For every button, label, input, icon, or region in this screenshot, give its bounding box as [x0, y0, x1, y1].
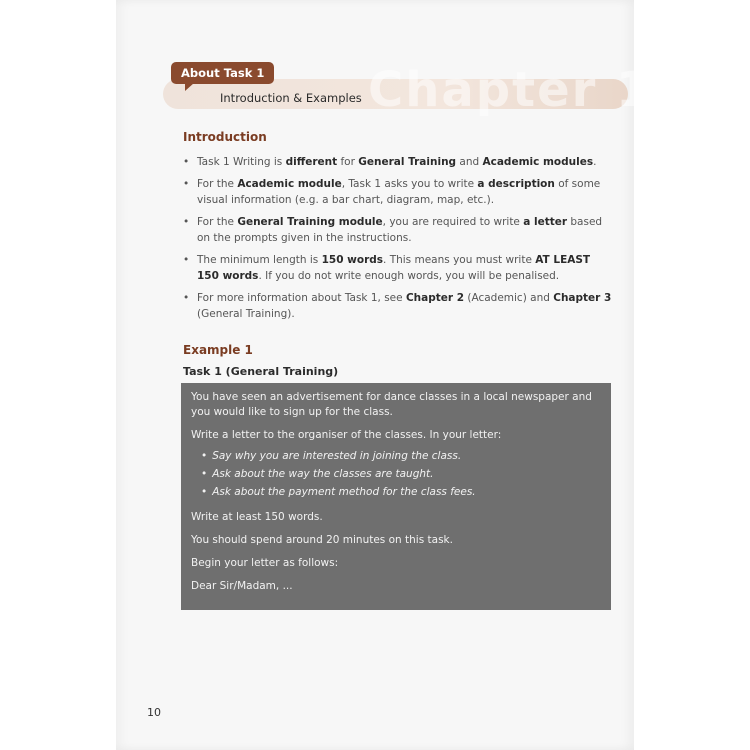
task-time: You should spend around 20 minutes on this task. [191, 534, 453, 546]
task-point: • Say why you are interested in joining the class. [201, 450, 462, 462]
tag-tail [185, 83, 194, 91]
task-instruction: Write a letter to the organiser of the classes. In your letter: [191, 429, 502, 441]
page-number: 10 [147, 706, 161, 719]
task-points [201, 449, 601, 500]
task-begin: Begin your letter as follows: [191, 557, 339, 569]
task-salutation: Dear Sir/Madam, ... [191, 580, 293, 592]
text: (General Training). [197, 308, 295, 320]
task-point-text: Ask about the way the classes are taught. [212, 468, 434, 480]
task-point-text: Say why you are interested in joining the class. [212, 450, 462, 462]
emphasis: different [285, 156, 338, 168]
text: . This means you must write [383, 254, 536, 266]
emphasis: General Training module [237, 216, 383, 228]
task-word-count: Write at least 150 words. [191, 511, 323, 523]
chapter-watermark: Chapter 1 [368, 62, 652, 118]
text: . If you do not write enough words, you will be penalised. [258, 270, 560, 282]
emphasis: 150 words [321, 254, 384, 266]
emphasis: a letter [523, 216, 568, 228]
introduction-heading: Introduction [183, 130, 267, 144]
bullet-item [183, 290, 613, 322]
bullet-item [183, 154, 613, 170]
main-content [183, 129, 613, 389]
task-point-text: Ask about the payment method for the class fees. [212, 486, 476, 498]
text: For more information about Task 1, see [197, 292, 406, 304]
bullet-item [183, 214, 613, 246]
text: The minimum length is [197, 254, 322, 266]
emphasis: Academic module [237, 178, 342, 190]
section-band-title: Introduction & Examples [220, 91, 362, 105]
task-intro: You have seen an advertisement for dance classes in a local newspaper and you would like to sign up for the class. [191, 391, 592, 418]
text: , Task 1 asks you to write [341, 178, 478, 190]
example-heading: Example 1 [183, 343, 253, 357]
emphasis: Chapter 2 [405, 292, 465, 304]
text: and [456, 156, 483, 168]
text: , you are required to write [382, 216, 524, 228]
text: for [337, 156, 359, 168]
emphasis: General Training [358, 156, 457, 168]
text: For the [197, 178, 238, 190]
text: For the [197, 216, 238, 228]
emphasis: Chapter 3 [553, 292, 612, 304]
introduction-list [183, 154, 613, 322]
text: (Academic) and [464, 292, 554, 304]
task-prompt-box [181, 383, 611, 610]
task-point: • Ask about the way the classes are taught. [201, 468, 434, 480]
example-subheading: Task 1 (General Training) [183, 365, 339, 378]
text: of some visual information (e.g. a bar chart, diagram, map, etc.). [197, 178, 601, 206]
emphasis: a description [477, 178, 555, 190]
emphasis: AT LEAST 150 words [197, 254, 591, 282]
text: Task 1 Writing is [197, 156, 286, 168]
task-point: • Ask about the payment method for the class fees. [201, 486, 476, 498]
bullet-item [183, 176, 613, 208]
about-task-tag: About Task 1 [171, 62, 274, 84]
emphasis: Academic modules [482, 156, 594, 168]
text: . [593, 156, 597, 168]
text: based on the prompts given in the instructions. [197, 216, 603, 244]
bullet-item [183, 252, 613, 284]
